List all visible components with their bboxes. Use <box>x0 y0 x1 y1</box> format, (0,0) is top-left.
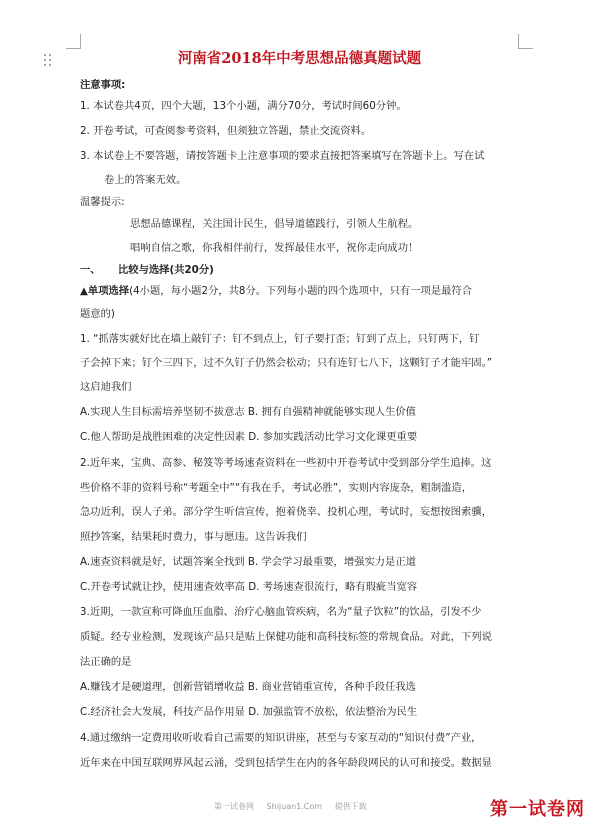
single-choice-intro <box>80 284 472 298</box>
question-line: 3.近期，一款宣称可降血压血脂、治疗心脑血管疾病，名为“量子饮粒”的饮品，引发不少 <box>80 606 482 618</box>
tip-line: 思想品德课程，关注国计民生，倡导道德践行，引领人生航程。 <box>130 218 419 230</box>
site-logo: 第一试卷网 <box>490 799 585 820</box>
question-line: 质疑。经专业检测，发现该产品只是贴上保健功能和高科技标签的常规食品。对此，下列说 <box>80 631 492 643</box>
notice-heading: 注意事项: <box>80 79 126 91</box>
question-line: 子会掉下来；钉个三四下，过不久钉子仍然会松动；只有连钉七八下，这颗钉子才能牢固。” <box>80 357 493 369</box>
question-line: 些价格不菲的资料号称“考题全中”“有我在手，考试必胜”，实则内容庞杂，粗制滥造， <box>80 482 473 494</box>
question-line: 近年来在中国互联网界风起云涌，受到包括学生在内的各年龄段网民的认可和接受。数据显 <box>80 757 492 769</box>
question-line: 1. “抓落实就好比在墙上敲钉子：钉不到点上，钉子要打歪；钉到了点上，只钉两下，钉 <box>80 333 480 345</box>
crop-mark-top-left <box>66 34 81 49</box>
answer-option: C.他人帮助是战胜困难的决定性因素 D. 参加实践活动比学习文化课更重要 <box>80 431 418 443</box>
single-choice-desc: (4小题，每小题2分，共8分。下列每小题的四个选项中，只有一项是最符合 <box>129 285 472 297</box>
question-line: 法正确的是 <box>80 656 132 668</box>
answer-option: A.赚钱才是硬道理，创新营销增收益 B. 商业营销重宣传，各种手段任我选 <box>80 681 416 693</box>
section-number: 一、 <box>80 264 101 276</box>
tip-line: 唱响自信之歌，你我相伴前行，发挥最佳水平，祝你走向成功！ <box>130 242 419 254</box>
answer-option: A.实现人生目标需培养坚韧不拔意志 B. 拥有自强精神就能够实现人生价值 <box>80 406 416 418</box>
question-line: 这启迪我们 <box>80 381 132 393</box>
question-line: 4.通过缴纳一定费用收听收看自己需要的知识讲座，甚至与专家互动的“知识付费”产业， <box>80 732 482 744</box>
crop-mark-top-right <box>518 34 533 49</box>
notice-item: 1. 本试卷共4页，四个大题，13个小题，满分70分，考试时间60分钟。 <box>80 100 407 112</box>
notice-item: 2. 开卷考试，可查阅参考资料，但须独立答题，禁止交流资料。 <box>80 125 372 137</box>
answer-option: C.开卷考试就让抄，使用速查效率高 D. 考场速查很流行，略有瑕疵当宽容 <box>80 581 418 593</box>
single-choice-label: ▲单项选择 <box>80 285 130 297</box>
single-choice-desc-continued: 题意的) <box>80 308 115 320</box>
question-line: 照抄答案，结果耗时费力，事与愿违。这告诉我们 <box>80 531 307 543</box>
answer-option: A.速查资料就是好，试题答案全找到 B. 学会学习最重要，增强实力是正道 <box>80 556 416 568</box>
document-title: 河南省2018年中考思想品德真题试题 <box>177 50 422 67</box>
question-line: 急功近利，误人子弟。部分学生听信宣传，抱着侥幸、投机心理，考试时，妄想按图索骥， <box>80 506 492 518</box>
notice-item: 3. 本试卷上不要答题，请按答题卡上注意事项的要求直接把答案填写在答题卡上。写在试 <box>80 150 485 162</box>
question-line: 2.近年来，宝典、高参、秘笈等考场速查资料在一些初中开卷考试中受到部分学生追捧。这 <box>80 457 492 469</box>
answer-option: C.经济社会大发展，科技产品作用显 D. 加强监管不放松，依法整治为民生 <box>80 706 418 718</box>
section-title: 比较与选择(共20分) <box>118 264 214 276</box>
page-footer: 第一试卷网 Shijuan1.Com 提供下载 <box>214 802 367 811</box>
tip-heading: 温馨提示: <box>80 196 125 208</box>
notice-item-continued: 卷上的答案无效。 <box>104 174 187 186</box>
